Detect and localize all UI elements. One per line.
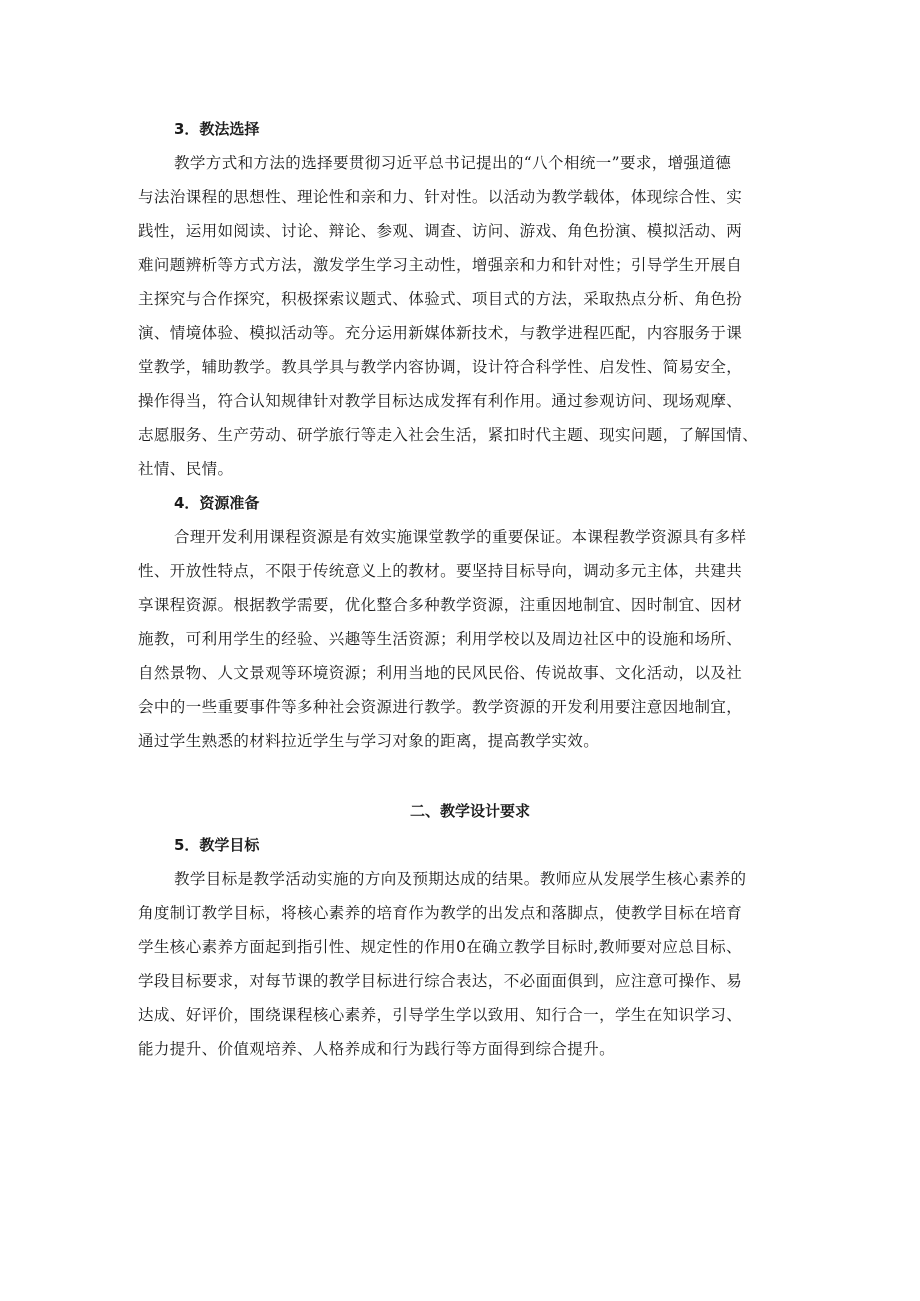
- paragraph-line: 践性，运用如阅读、讨论、辩论、参观、调查、访问、游戏、角色扮演、模拟活动、两: [138, 222, 743, 240]
- paragraph-line: 主探究与合作探究，积极探索议题式、体验式、项目式的方法，采取热点分析、角色扮: [138, 290, 743, 308]
- paragraph-resource-preparation: [138, 520, 802, 758]
- paragraph-line: 学段目标要求，对每节课的教学目标进行综合表达，不必面面俱到，应注意可操作、易: [138, 972, 743, 990]
- paragraph-line: 能力提升、价值观培养、人格养成和行为践行等方面得到综合提升。: [138, 1040, 616, 1058]
- paragraph-line: 自然景物、人文景观等环境资源；利用当地的民风民俗、传说故事、文化活动，以及社: [138, 664, 743, 682]
- paragraph-line: 志愿服务、生产劳动、研学旅行等走入社会生活，紧扣时代主题、现实问题，了解国情、: [138, 426, 759, 444]
- paragraph-line: 角度制订教学目标，将核心素养的培育作为教学的出发点和落脚点，使教学目标在培育: [138, 904, 743, 922]
- paragraph-line: 享课程资源。根据教学需要，优化整合多种教学资源，注重因地制宜、因时制宜、因材: [138, 596, 743, 614]
- paragraph-line: 施教，可利用学生的经验、兴趣等生活资源；利用学校以及周边社区中的设施和场所、: [138, 630, 743, 648]
- document-page: [138, 112, 802, 1066]
- paragraph-line: 合理开发利用课程资源是有效实施课堂教学的重要保证。本课程教学资源具有多样: [174, 528, 747, 546]
- section-heading-teaching-objectives: 5．教学目标: [174, 836, 260, 854]
- paragraph-line: 会中的一些重要事件等多种社会资源进行教学。教学资源的开发利用要注意因地制宜，: [138, 698, 743, 716]
- part-title: 二、教学设计要求: [409, 802, 530, 820]
- paragraph-line: 操作得当，符合认知规律针对教学目标达成发挥有利作用。通过参观访问、现场观摩、: [138, 392, 743, 410]
- paragraph-teaching-objectives: [138, 862, 802, 1066]
- paragraph-line: 演、情境体验、模拟活动等。充分运用新媒体新技术，与教学进程匹配，内容服务于课: [138, 324, 743, 342]
- paragraph-line: 堂教学，辅助教学。教具学具与教学内容协调，设计符合科学性、启发性、简易安全，: [138, 358, 743, 376]
- paragraph-line: 教学目标是教学活动实施的方向及预期达成的结果。教师应从发展学生核心素养的: [174, 870, 747, 888]
- paragraph-line: 通过学生熟悉的材料拉近学生与学习对象的距离，提高教学实效。: [138, 732, 600, 750]
- paragraph-line: 性、开放性特点，不限于传统意义上的教材。要坚持目标导向，调动多元主体，共建共: [138, 562, 743, 580]
- paragraph-line: 教学方式和方法的选择要贯彻习近平总书记提出的“八个相统一”要求，增强道德: [174, 154, 732, 172]
- paragraph-teaching-methods: [138, 146, 802, 486]
- section-heading-resource-preparation: 4．资源准备: [174, 494, 260, 512]
- section-heading-teaching-methods: 3．教法选择: [174, 120, 260, 138]
- paragraph-line: 与法治课程的思想性、理论性和亲和力、针对性。以活动为教学载体，体现综合性、实: [138, 188, 743, 206]
- paragraph-line: 难问题辨析等方式方法，激发学生学习主动性，增强亲和力和针对性；引导学生开展自: [138, 256, 743, 274]
- paragraph-line: 学生核心素养方面起到指引性、规定性的作用0在确立教学目标时,教师要对应总目标、: [138, 938, 742, 956]
- paragraph-line: 社情、民情。: [138, 460, 234, 478]
- paragraph-line: 达成、好评价，围绕课程核心素养，引导学生学以致用、知行合一，学生在知识学习、: [138, 1006, 743, 1024]
